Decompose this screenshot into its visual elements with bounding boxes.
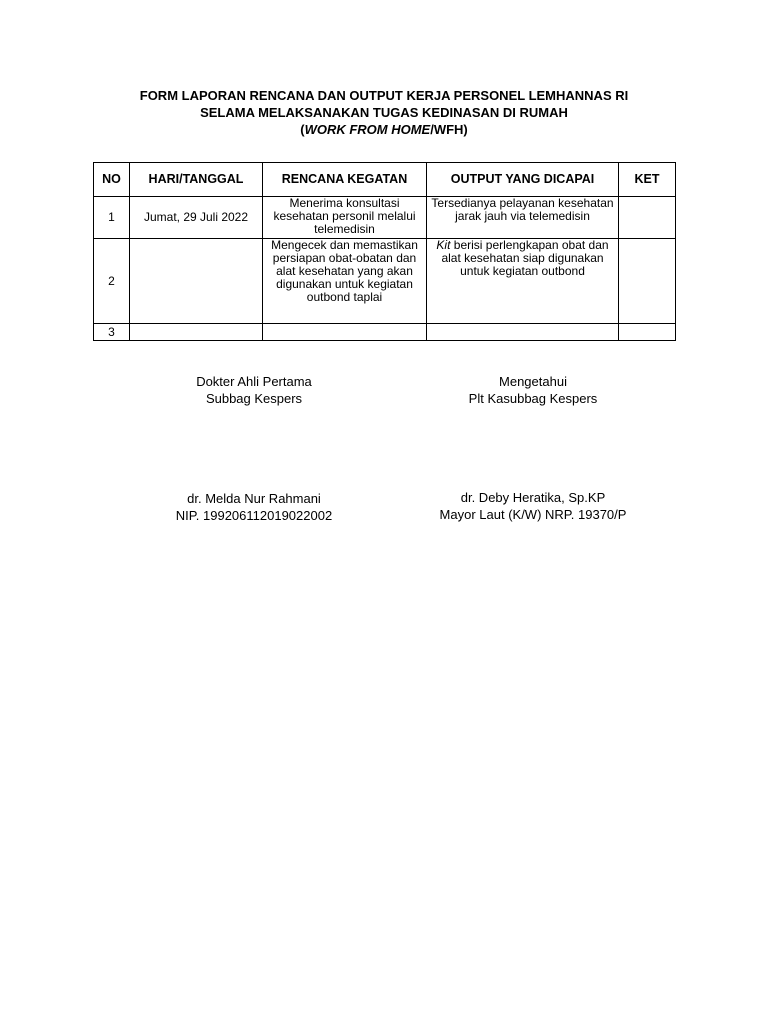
col-header-date: HARI/TANGGAL	[130, 163, 263, 197]
col-header-output: OUTPUT YANG DICAPAI	[427, 163, 619, 197]
cell-plan	[263, 324, 427, 341]
form-title-line2: SELAMA MELAKSANAKAN TUGAS KEDINASAN DI RUMAH	[200, 105, 568, 120]
table-row	[94, 239, 676, 324]
title-wfh-rest: /WFH)	[430, 122, 468, 137]
form-title-line3	[0, 122, 768, 137]
signature-right-role: Mengetahui	[499, 374, 567, 389]
cell-output	[427, 324, 619, 341]
col-header-plan: RENCANA KEGATAN	[263, 163, 427, 197]
cell-ket	[619, 239, 676, 324]
signature-right-name-block	[383, 489, 683, 523]
signature-left-header	[104, 373, 404, 407]
cell-no: 2	[94, 239, 130, 324]
signature-left-id: NIP. 199206112019022002	[175, 508, 333, 523]
col-header-ket: KET	[619, 163, 676, 197]
table-row	[94, 197, 676, 239]
output-italic: Kit	[436, 238, 451, 252]
cell-ket	[619, 324, 676, 341]
cell-output	[427, 239, 619, 324]
report-table	[93, 162, 676, 341]
title-wfh-italic: WORK FROM HOME	[304, 122, 431, 137]
cell-date: Jumat, 29 Juli 2022	[130, 197, 263, 239]
output-text: Tersedianya pelayanan kesehatan jarak jauh via telemedisin	[431, 196, 614, 223]
signature-left-name: dr. Melda Nur Rahmani	[187, 491, 321, 506]
signature-right-unit: Plt Kasubbag Kespers	[468, 391, 598, 406]
signature-left-unit: Subbag Kespers	[205, 391, 303, 406]
signature-left-role: Dokter Ahli Pertama	[196, 374, 312, 389]
table-header-row	[94, 163, 676, 197]
signature-left-name-block	[104, 490, 404, 524]
table-row	[94, 324, 676, 341]
title-paren-open: (	[300, 122, 305, 137]
cell-no: 3	[94, 324, 130, 341]
form-title-line1: FORM LAPORAN RENCANA DAN OUTPUT KERJA PERSONEL LEMHANNAS RI	[139, 88, 629, 103]
cell-date	[130, 239, 263, 324]
col-header-no: NO	[94, 163, 130, 197]
cell-no: 1	[94, 197, 130, 239]
cell-plan: Menerima konsultasi kesehatan personil melalui telemedisin	[263, 197, 427, 239]
cell-plan: Mengecek dan memastikan persiapan obat-obatan dan alat kesehatan yang akan digunakan untuk kegiatan outbond taplai	[263, 239, 427, 324]
output-text: berisi perlengkapan obat dan alat kesehatan siap digunakan untuk kegiatan outbond	[441, 238, 609, 278]
signature-right-header	[383, 373, 683, 407]
cell-output	[427, 197, 619, 239]
cell-ket	[619, 197, 676, 239]
signature-right-name: dr. Deby Heratika, Sp.KP	[460, 490, 606, 505]
cell-date	[130, 324, 263, 341]
signature-right-id: Mayor Laut (K/W) NRP. 19370/P	[439, 507, 627, 522]
